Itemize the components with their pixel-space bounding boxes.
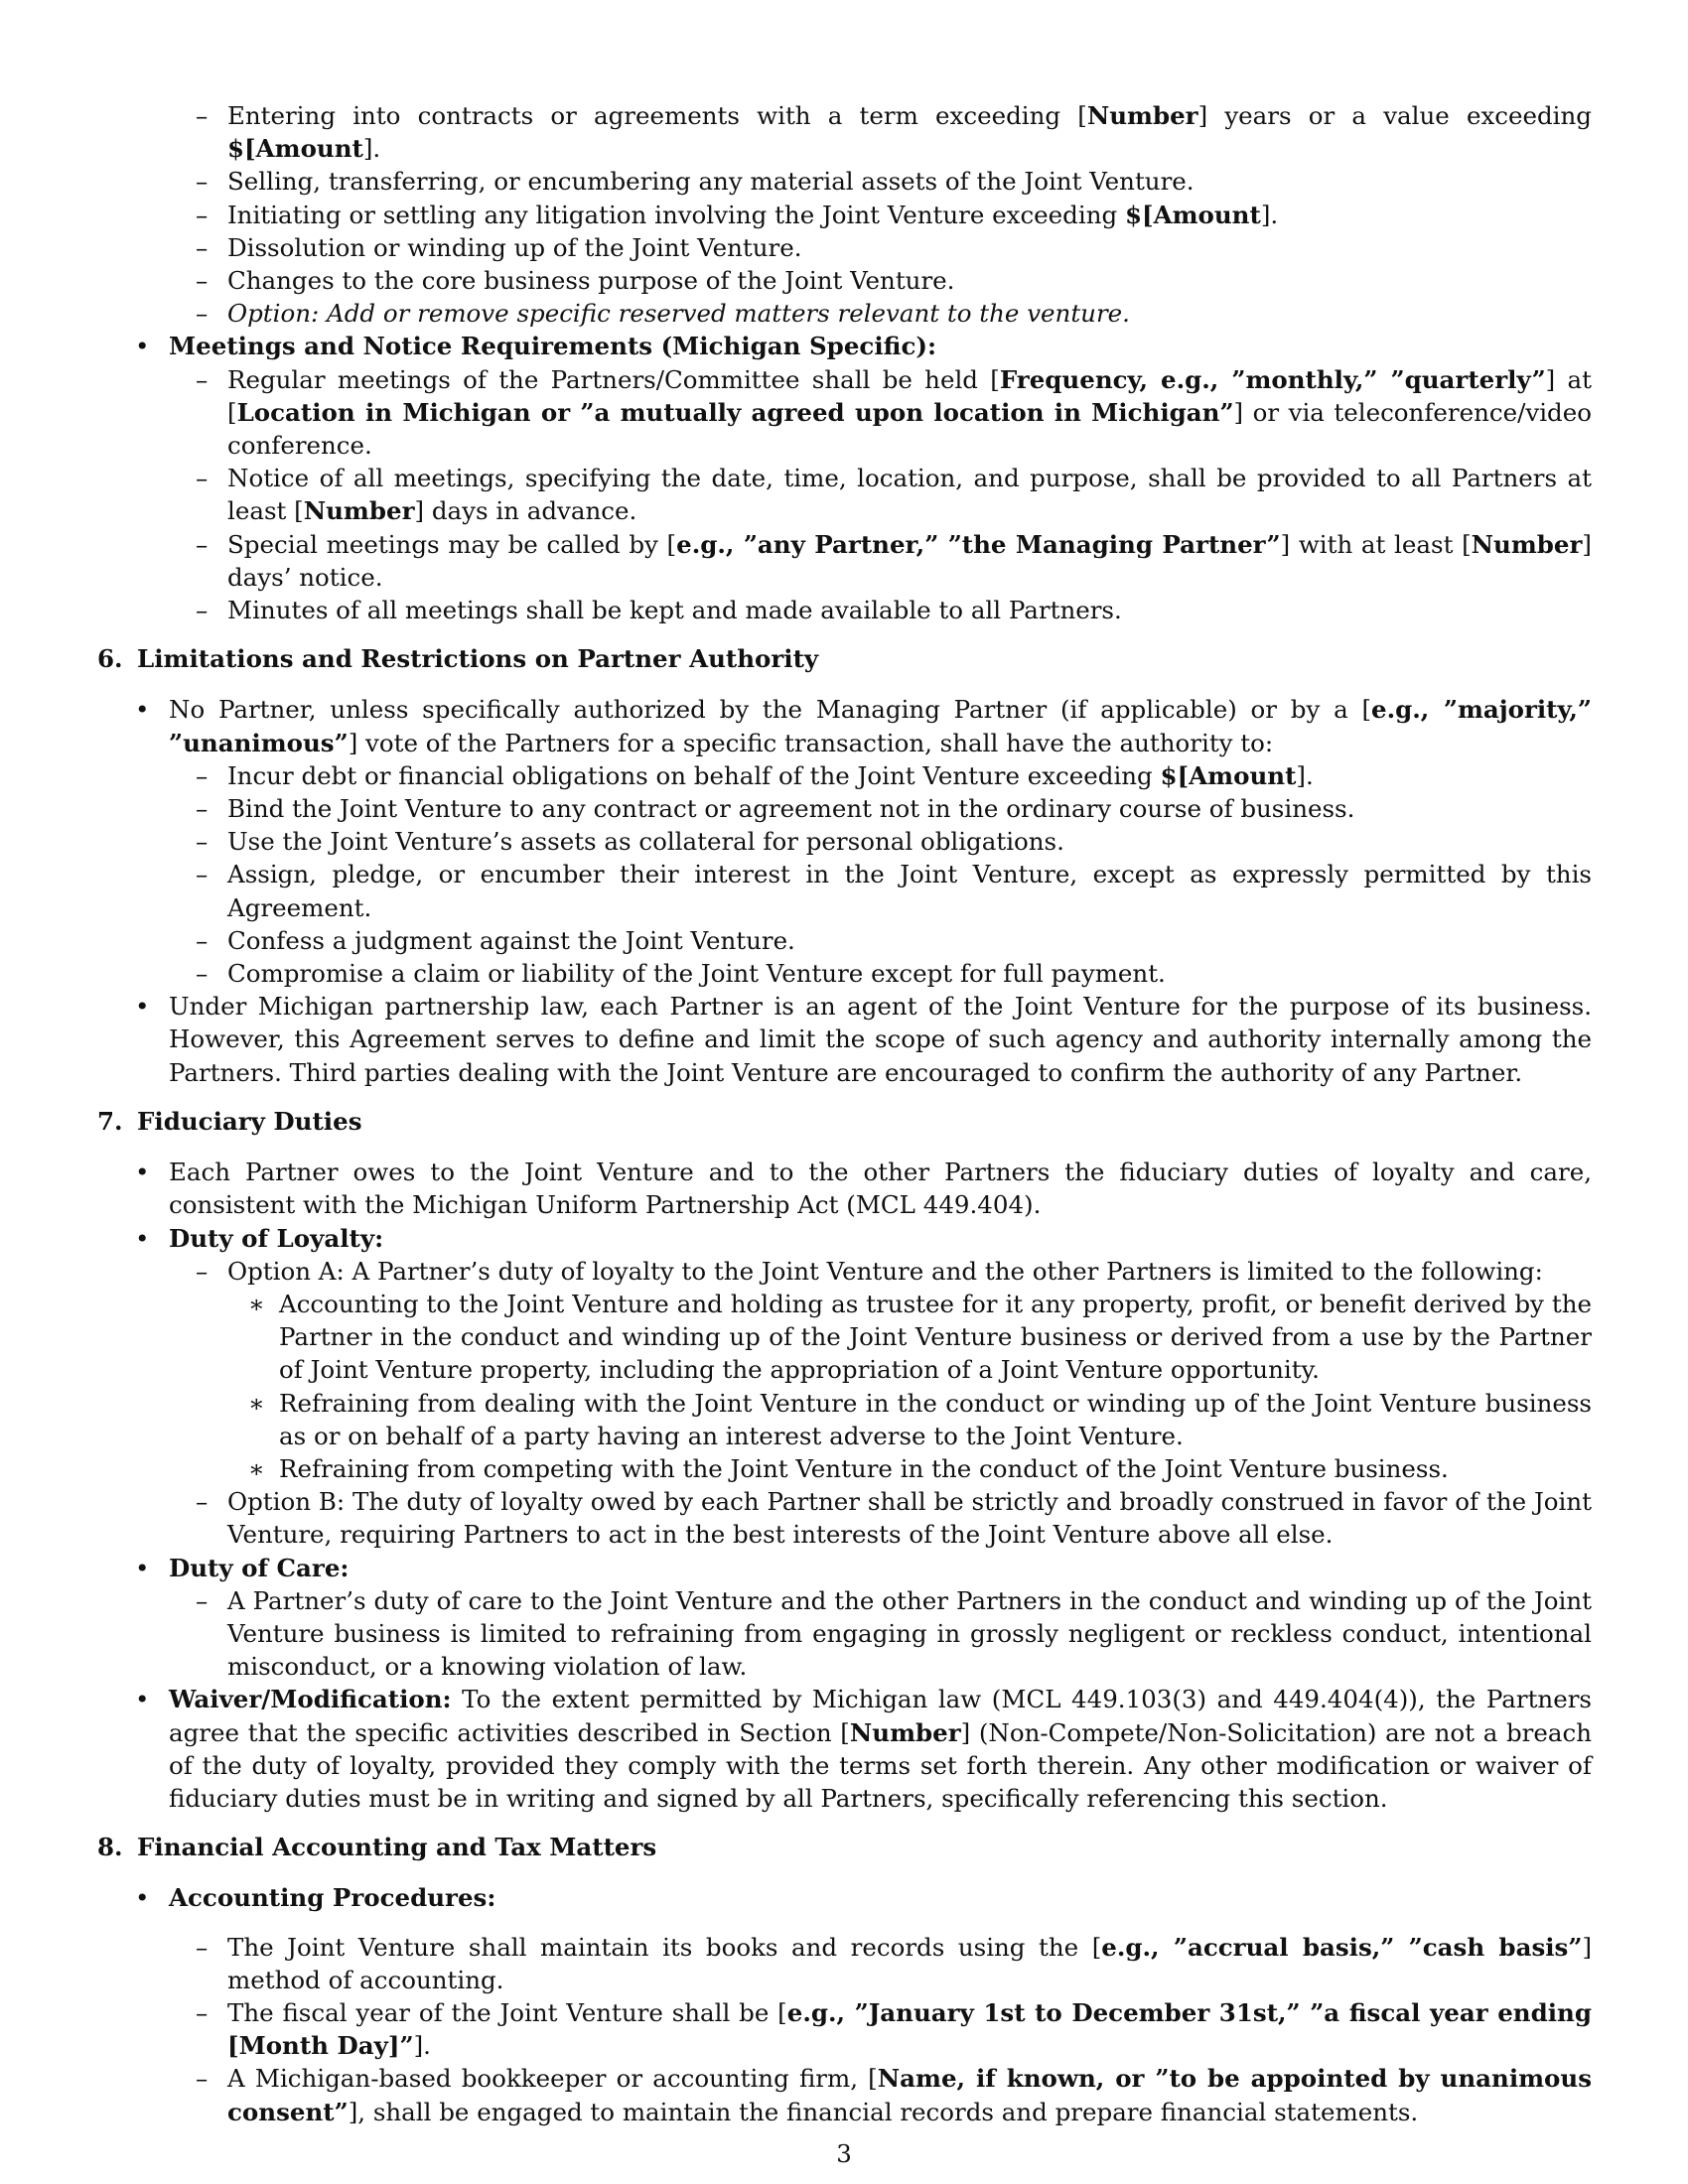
list-item: – Entering into contracts or agreements with a term exceeding [Number] years or a value exceeding $[Amount]. bbox=[196, 101, 1592, 164]
section-6-heading: 6. Limitations and Restrictions on Partner Authority bbox=[97, 644, 819, 674]
star-marker: ∗ bbox=[248, 1388, 265, 1418]
dash-marker: – bbox=[196, 1997, 209, 2027]
dash-marker: – bbox=[196, 1487, 209, 1517]
bullet-marker: • bbox=[135, 695, 150, 725]
section-8-body bbox=[97, 1881, 1592, 2127]
bullet-item bbox=[97, 330, 1592, 362]
list-item: – Option: Add or remove specific reserved matters relevant to the venture. bbox=[97, 297, 1592, 330]
bullet-marker: • bbox=[135, 1223, 150, 1253]
bullet-item bbox=[97, 1552, 1592, 1584]
sub-list-item: ∗ Accounting to the Joint Venture and holding as trustee for it any property, profit, or benefit derived by the Partner in the conduct and winding up of the Joint Venture business or derived from a use by the Partner of Joint Venture property, including the appropriation of a Joint Venture opportunity. bbox=[248, 1289, 1592, 1385]
list-item: – Notice of all meetings, specifying the date, time, location, and purpose, shall be provided to all Partners at least [Number] days in advance. bbox=[196, 464, 1592, 526]
bullet-item bbox=[97, 1222, 1592, 1255]
dash-marker: – bbox=[196, 1256, 209, 1286]
accounting-heading: Accounting Procedures: bbox=[169, 1883, 496, 1913]
list-item: – A Partner’s duty of care to the Joint Venture and the other Partners in the conduct and winding up of the Joint Venture business is limited to refraining from engaging in grossly negligent or reckless conduct, intentional misconduct, or a knowing violation of law. bbox=[196, 1585, 1592, 1682]
list-item: – Initiating or settling any litigation involving the Joint Venture exceeding $[Amount]. bbox=[97, 199, 1592, 231]
sub-list-item: ∗ Refraining from dealing with the Joint Venture in the conduct or winding up of the Joint Venture business as or on behalf of a party having an interest adverse to the Joint Venture. bbox=[248, 1388, 1592, 1450]
bullet-marker: • bbox=[135, 992, 150, 1022]
waiver-label: Waiver/Modification: bbox=[169, 1685, 452, 1714]
dash-marker: – bbox=[196, 925, 209, 955]
bullet-item: • Waiver/Modification: To the extent permitted by Michigan law (MCL 449.103(3) and 449.404(4)), the Partners agree that the specific activities described in Section [Number] (Non-Compete/Non-Solicitation) are not a breach of the duty of loyalty, provided they comply with the terms set forth therein. Any other modification or waiver of fiduciary duties must be in writing and signed by all Partners, specifically referencing this section. bbox=[135, 1685, 1592, 1813]
bullet-item: • Under Michigan partnership law, each Partner is an agent of the Joint Venture for the purpose of its business. However, this Agreement serves to define and limit the scope of such agency and authority internally among the Partners. Third parties dealing with the Joint Venture are encouraged to confirm the authority of any Partner. bbox=[135, 992, 1592, 1087]
dash-marker: – bbox=[196, 860, 209, 889]
bullet-marker: • bbox=[135, 1553, 150, 1582]
dash-marker: – bbox=[196, 232, 209, 262]
dash-marker: – bbox=[196, 101, 209, 130]
bullet-item: • Each Partner owes to the Joint Venture and to the other Partners the fiduciary duties of loyalty and care, consistent with the Michigan Uniform Partnership Act (MCL 449.404). bbox=[135, 1158, 1592, 1220]
bullet-marker: • bbox=[135, 1883, 150, 1913]
dash-marker: – bbox=[196, 167, 209, 197]
list-item: – The fiscal year of the Joint Venture shall be [e.g., ”January 1st to December 31st,” ”a fiscal year ending [Month Day]”]. bbox=[196, 1997, 1592, 2061]
list-item: – Selling, transferring, or encumbering any material assets of the Joint Venture. bbox=[97, 165, 1592, 198]
list-item: – Regular meetings of the Partners/Committee shall be held [Frequency, e.g., ”monthly,” ”quarterly”] at [Location in Michigan or ”a mutually agreed upon location in Michigan”] or via teleconference/video conference. bbox=[196, 364, 1592, 461]
list-item: – Minutes of all meetings shall be kept and made available to all Partners. bbox=[97, 594, 1592, 626]
dash-marker: – bbox=[196, 760, 209, 790]
list-item: – Bind the Joint Venture to any contract or agreement not in the ordinary course of business. bbox=[97, 792, 1592, 825]
list-item: – Confess a judgment against the Joint Venture. bbox=[97, 924, 1592, 957]
section-8-heading: 8. Financial Accounting and Tax Matters bbox=[97, 1833, 657, 1862]
dash-marker: – bbox=[196, 364, 209, 394]
list-item: – The Joint Venture shall maintain its books and records using the [e.g., ”accrual basis,” ”cash basis”] method of accounting. bbox=[196, 1932, 1592, 1994]
dash-marker: – bbox=[196, 299, 209, 329]
dash-marker: – bbox=[196, 464, 209, 493]
care-heading: Duty of Care: bbox=[169, 1553, 350, 1582]
bullet-marker: • bbox=[135, 1685, 150, 1714]
list-item: – Special meetings may be called by [e.g., ”any Partner,” ”the Managing Partner”] with at least [Number] days’ notice. bbox=[196, 529, 1592, 592]
dash-marker: – bbox=[196, 200, 209, 229]
dash-marker: – bbox=[196, 1585, 209, 1615]
page-content bbox=[97, 99, 1592, 2128]
dash-marker: – bbox=[196, 1932, 209, 1962]
dash-marker: – bbox=[196, 596, 209, 625]
page-number: 3 bbox=[836, 2139, 852, 2168]
list-item: – Incur debt or financial obligations on behalf of the Joint Venture exceeding $[Amount]. bbox=[97, 759, 1592, 792]
section-7-heading: 7. Fiduciary Duties bbox=[97, 1106, 362, 1136]
list-item: – Dissolution or winding up of the Joint Venture. bbox=[97, 231, 1592, 264]
star-marker: ∗ bbox=[248, 1453, 265, 1483]
list-item: – A Michigan-based bookkeeper or accounting firm, [Name, if known, or ”to be appointed by unanimous consent”], shall be engaged to maintain the financial records and prepare financial statements. bbox=[196, 2064, 1592, 2126]
list-item: – Assign, pledge, or encumber their interest in the Joint Venture, except as expressly permitted by this Agreement. bbox=[196, 860, 1592, 922]
bullet-item bbox=[97, 1881, 1592, 1914]
dash-marker: – bbox=[196, 266, 209, 296]
dash-marker: – bbox=[196, 2064, 209, 2094]
dash-marker: – bbox=[196, 827, 209, 857]
star-marker: ∗ bbox=[248, 1289, 265, 1318]
list-item: – Changes to the core business purpose of the Joint Venture. bbox=[97, 264, 1592, 297]
dash-marker: – bbox=[196, 529, 209, 559]
bullet-marker: • bbox=[135, 1158, 150, 1187]
meetings-heading: Meetings and Notice Requirements (Michigan Specific): bbox=[169, 332, 936, 361]
list-item: – Option A: A Partner’s duty of loyalty to the Joint Venture and the other Partners is limited to the following: bbox=[97, 1255, 1592, 1288]
meetings-block bbox=[97, 330, 1592, 626]
list-item: – Compromise a claim or liability of the Joint Venture except for full payment. bbox=[97, 957, 1592, 990]
dash-marker: – bbox=[196, 794, 209, 824]
reserved-matters-list bbox=[97, 99, 1592, 330]
section-6-body bbox=[97, 693, 1592, 1088]
list-item: – Option B: The duty of loyalty owed by each Partner shall be strictly and broadly construed in favor of the Joint Venture, requiring Partners to act in the best interests of the Joint Venture above all else. bbox=[196, 1487, 1592, 1550]
sub-list-item: ∗ Refraining from competing with the Joint Venture in the conduct of the Joint Venture business. bbox=[97, 1452, 1592, 1485]
loyalty-heading: Duty of Loyalty: bbox=[169, 1223, 384, 1253]
section-7-body bbox=[97, 1156, 1592, 1815]
list-item: – Use the Joint Venture’s assets as collateral for personal obligations. bbox=[97, 825, 1592, 858]
bullet-marker: • bbox=[135, 332, 150, 361]
dash-marker: – bbox=[196, 959, 209, 989]
bullet-item: • No Partner, unless specifically authorized by the Managing Partner (if applicable) or by a [e.g., ”majority,” ”unanimous”] vote of the Partners for a specific transaction, shall have the authority to: bbox=[135, 695, 1592, 757]
